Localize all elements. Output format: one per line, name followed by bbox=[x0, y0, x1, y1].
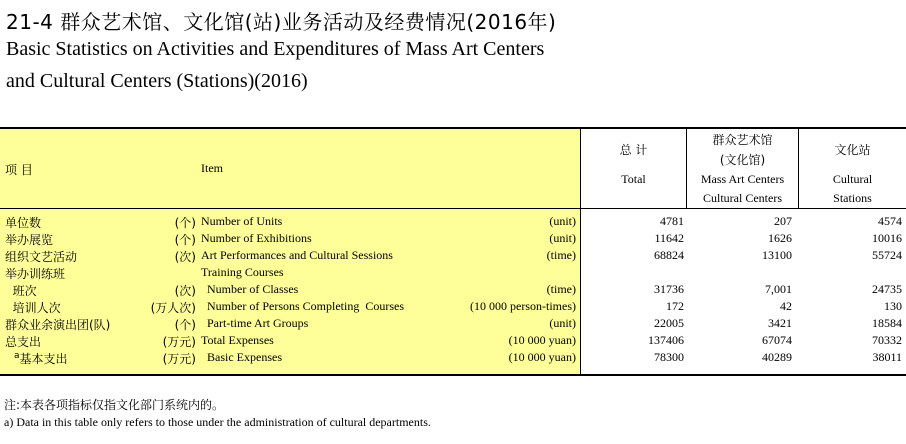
row-unit-cn: (个) bbox=[174, 233, 196, 247]
header-item-cell bbox=[0, 129, 580, 208]
row-label-en: Number of Classes bbox=[201, 282, 299, 296]
row-label-cn: 培训人次 bbox=[5, 301, 61, 315]
footnote-cn: 注:本表各项指标仅指文化部门系统内的。 bbox=[4, 398, 225, 412]
header-mass-art-cell bbox=[687, 129, 798, 208]
row-unit-en: (unit) bbox=[549, 214, 576, 228]
header-mass-cn-line1: 群众艺术馆 bbox=[712, 133, 773, 147]
row-total-value: 172 bbox=[666, 299, 684, 313]
table-row bbox=[0, 264, 906, 281]
table-header bbox=[0, 129, 906, 208]
header-station-en-line1: Cultural bbox=[832, 172, 873, 186]
row-unit-cn: (万元) bbox=[162, 352, 196, 366]
row-total-value: 31736 bbox=[654, 282, 684, 296]
row-station-value: 24735 bbox=[872, 282, 902, 296]
table-title-en-line1: Basic Statistics on Activities and Expenditures of Mass Art Centers bbox=[6, 38, 545, 60]
table-row bbox=[0, 332, 906, 349]
table-bottom-rule bbox=[0, 374, 906, 376]
row-station-value: 70332 bbox=[872, 333, 902, 347]
row-unit-cn: (万人次) bbox=[150, 301, 196, 315]
footnote-mark: a bbox=[14, 351, 20, 361]
row-unit-cn: (个) bbox=[174, 216, 196, 230]
row-mass-value: 3421 bbox=[768, 316, 792, 330]
row-mass-value: 207 bbox=[774, 214, 792, 228]
row-label-cn: 总支出 bbox=[5, 335, 42, 349]
header-total-en: Total bbox=[621, 172, 646, 186]
row-label-en: Number of Persons Completing Courses bbox=[201, 299, 404, 313]
row-mass-value: 42 bbox=[780, 299, 792, 313]
row-total-value: 78300 bbox=[654, 350, 684, 364]
row-mass-value: 1626 bbox=[768, 231, 792, 245]
row-station-value: 18584 bbox=[872, 316, 902, 330]
footnote-en: a) Data in this table only refers to those under the administration of cultural departments. bbox=[4, 415, 431, 429]
table-row bbox=[0, 281, 906, 298]
row-station-value: 10016 bbox=[872, 231, 902, 245]
row-unit-en: (10 000 person-times) bbox=[470, 299, 576, 313]
table-title-en-line2: and Cultural Centers (Stations)(2016) bbox=[6, 70, 308, 92]
header-mass-en-line1: Mass Art Centers bbox=[700, 172, 785, 186]
row-label-cn: 单位数 bbox=[5, 216, 42, 230]
row-unit-en: (unit) bbox=[549, 316, 576, 330]
row-mass-value: 7,001 bbox=[765, 282, 792, 296]
header-station-en-line2: Stations bbox=[833, 191, 872, 205]
row-label-cn: 组织文艺活动 bbox=[5, 250, 78, 264]
header-divider bbox=[798, 129, 799, 208]
row-total-value: 11642 bbox=[654, 231, 684, 245]
header-total-cn: 总 计 bbox=[619, 143, 648, 157]
header-divider bbox=[580, 129, 581, 208]
row-label-en: Part-time Art Groups bbox=[201, 316, 309, 330]
row-label-cn: 群众业余演出团(队) bbox=[5, 318, 111, 332]
row-label-en: Number of Exhibitions bbox=[201, 231, 312, 245]
row-unit-en: (time) bbox=[546, 282, 576, 296]
row-unit-en: (10 000 yuan) bbox=[508, 350, 576, 364]
row-unit-cn: (万元) bbox=[162, 335, 196, 349]
table-row bbox=[0, 349, 906, 366]
header-total-cell bbox=[581, 129, 686, 208]
row-station-value: 130 bbox=[884, 299, 902, 313]
row-label-en: Art Performances and Cultural Sessions bbox=[201, 248, 393, 262]
header-item-en: Item bbox=[201, 161, 223, 175]
header-station-cn: 文化站 bbox=[834, 143, 871, 157]
row-mass-value: 13100 bbox=[762, 248, 792, 262]
header-item-cn: 项 目 bbox=[5, 163, 33, 177]
header-mass-en-line2: Cultural Centers bbox=[703, 191, 782, 205]
table-title-cn: 21-4 群众艺术馆、文化馆(站)业务活动及经费情况(2016年) bbox=[6, 10, 557, 34]
row-label-cn: 举办训练班 bbox=[5, 267, 66, 281]
row-total-value: 22005 bbox=[654, 316, 684, 330]
row-label-en: Basic Expenses bbox=[201, 350, 282, 364]
row-label-cn: 举办展览 bbox=[5, 233, 54, 247]
table-row bbox=[0, 230, 906, 247]
row-total-value: 4781 bbox=[660, 214, 684, 228]
table-row bbox=[0, 247, 906, 264]
row-unit-en: (unit) bbox=[549, 231, 576, 245]
row-total-value: 137406 bbox=[648, 333, 684, 347]
row-station-value: 4574 bbox=[878, 214, 902, 228]
row-unit-cn: (个) bbox=[174, 318, 196, 332]
row-station-value: 55724 bbox=[872, 248, 902, 262]
row-unit-en: (10 000 yuan) bbox=[508, 333, 576, 347]
table-row bbox=[0, 213, 906, 230]
row-mass-value: 67074 bbox=[762, 333, 792, 347]
row-unit-en: (time) bbox=[546, 248, 576, 262]
row-label-cn: $^a$基本支出 bbox=[14, 351, 68, 366]
row-label-cn: 班次 bbox=[5, 284, 37, 298]
row-label-en: Training Courses bbox=[201, 265, 284, 279]
row-label-en: Number of Units bbox=[201, 214, 283, 228]
row-station-value: 38011 bbox=[872, 350, 902, 364]
row-total-value: 68824 bbox=[654, 248, 684, 262]
table-row bbox=[0, 315, 906, 332]
table-row bbox=[0, 298, 906, 315]
header-station-cell bbox=[799, 129, 906, 208]
header-mass-cn-line2: (文化馆) bbox=[719, 153, 766, 167]
row-unit-cn: (次) bbox=[174, 284, 196, 298]
row-unit-cn: (次) bbox=[174, 250, 196, 264]
row-mass-value: 40289 bbox=[762, 350, 792, 364]
row-label-en: Total Expenses bbox=[201, 333, 274, 347]
header-divider bbox=[686, 129, 687, 208]
